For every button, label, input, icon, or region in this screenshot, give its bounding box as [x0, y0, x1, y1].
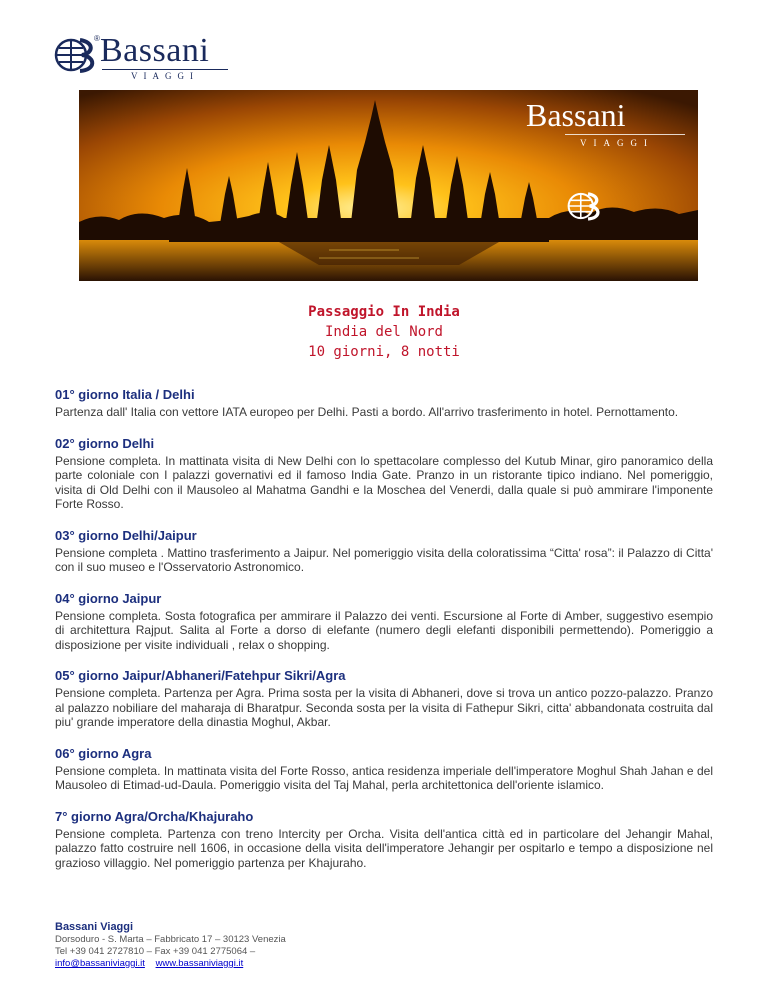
day-title: 06° giorno Agra — [55, 745, 152, 761]
footer-phone: Tel +39 041 2727810 – Fax +39 041 2775064 – — [55, 946, 256, 957]
brand-name: Bassani — [100, 32, 210, 69]
itinerary-day — [55, 590, 713, 653]
banner-brand-name: Bassani — [526, 97, 626, 133]
tour-title: Passaggio In India — [308, 304, 460, 320]
banner-logo-icon — [567, 189, 601, 223]
tour-region: India del Nord — [324, 324, 443, 340]
banner-brand-subtitle: VIAGGI — [580, 138, 654, 148]
brand-subtitle: VIAGGI — [131, 71, 199, 81]
title-block — [0, 302, 768, 362]
day-title: 04° giorno Jaipur — [55, 590, 162, 606]
itinerary-day — [55, 435, 713, 512]
itinerary-day — [55, 808, 713, 871]
day-title: 03° giorno Delhi/Jaipur — [55, 527, 197, 543]
footer-email-link[interactable]: info@bassaniviaggi.it — [55, 958, 145, 969]
day-description: Pensione completa. Partenza per Agra. Prima sosta per la visita di Abhaneri, dove si trova un antico pozzo-palazzo. Pranzo al palazzo nobiliare del maharaja di Bharatpur. Seconda sosta per la visita di Fathepur Sikri, citta' abbandonata costruita dal piu' grande imperatore della dinastia Moghul, Akbar. — [55, 686, 713, 729]
day-title: 05° giorno Jaipur/Abhaneri/Fatehpur Sikri/Agra — [55, 668, 346, 683]
itinerary — [55, 386, 713, 885]
day-description: Pensione completa. Sosta fotografica per ammirare il Palazzo dei venti. Escursione al Forte di Amber, suggestivo esempio di architettura Rajput. Salita al Forte a dorso di elefante (numero degli elefanti disponibili permettendo). Pomeriggio a disposizione per visite individuali , relax o shopping. — [55, 608, 713, 652]
brand-logo — [54, 34, 244, 80]
day-title: 02° giorno Delhi — [55, 435, 155, 451]
day-description: Pensione completa. In mattinata visita del Forte Rosso, antica residenza imperiale dell'imperatore Moghul Shah Jahan e del Mausoleo di Etimad-ud-Daula. Pomeriggio visita del Taj Mahal, perla architettonica dell'oriente islamico. — [55, 763, 713, 792]
footer-company: Bassani Viaggi — [55, 921, 134, 933]
itinerary-day — [55, 667, 713, 730]
itinerary-day — [55, 527, 713, 575]
itinerary-day — [55, 745, 713, 793]
footer-address: Dorsoduro - S. Marta – Fabbricato 17 – 30123 Venezia — [55, 934, 286, 945]
day-description: Pensione completa. In mattinata visita di New Delhi con lo spettacolare complesso del Kutub Minar, giro panoramico della parte coloniale con I palazzi governativi ed il famoso India Gate. Pranzo in un ristorante tipico indiano. Nel pomeriggio, visita di Old Delhi con il Mausoleo al Mahatma Gandhi e la Moschea del Venerdi, dalla quale si può ammirare l'imponente Forte Rosso. — [55, 453, 713, 511]
day-description: Pensione completa. Partenza con treno Intercity per Orcha. Visita dell'antica città ed in particolare del Jehangir Mahal, palazzo fatto costruire nell 1606, in occasione della visita dell'imperatore Jehangir per ospitarlo e tempo a disposizione nel grazioso villaggio. Nel pomeriggio partenza per Khajuraho. — [55, 826, 713, 870]
banner-rule — [565, 134, 685, 135]
footer-website-link[interactable]: www.bassaniviaggi.it — [155, 958, 244, 969]
globe-logo-icon — [54, 34, 96, 76]
day-title: 7° giorno Agra/Orcha/Khajuraho — [55, 808, 254, 824]
itinerary-day — [55, 386, 713, 420]
day-title: 01° giorno Italia / Delhi — [55, 387, 195, 402]
tour-duration: 10 giorni, 8 notti — [308, 344, 460, 360]
day-description: Partenza dall' Italia con vettore IATA europeo per Delhi. Pasti a bordo. All'arrivo trasferimento in hotel. Pernottamento. — [55, 405, 679, 419]
registered-mark: ® — [94, 34, 100, 43]
day-description: Pensione completa . Mattino trasferimento a Jaipur. Nel pomeriggio visita della coloratissima “Citta' rosa”: il Palazzo di Citta' con il suo museo e l'Osservatorio Astronomico. — [55, 545, 713, 574]
brand-rule — [102, 69, 228, 70]
footer — [55, 920, 455, 970]
